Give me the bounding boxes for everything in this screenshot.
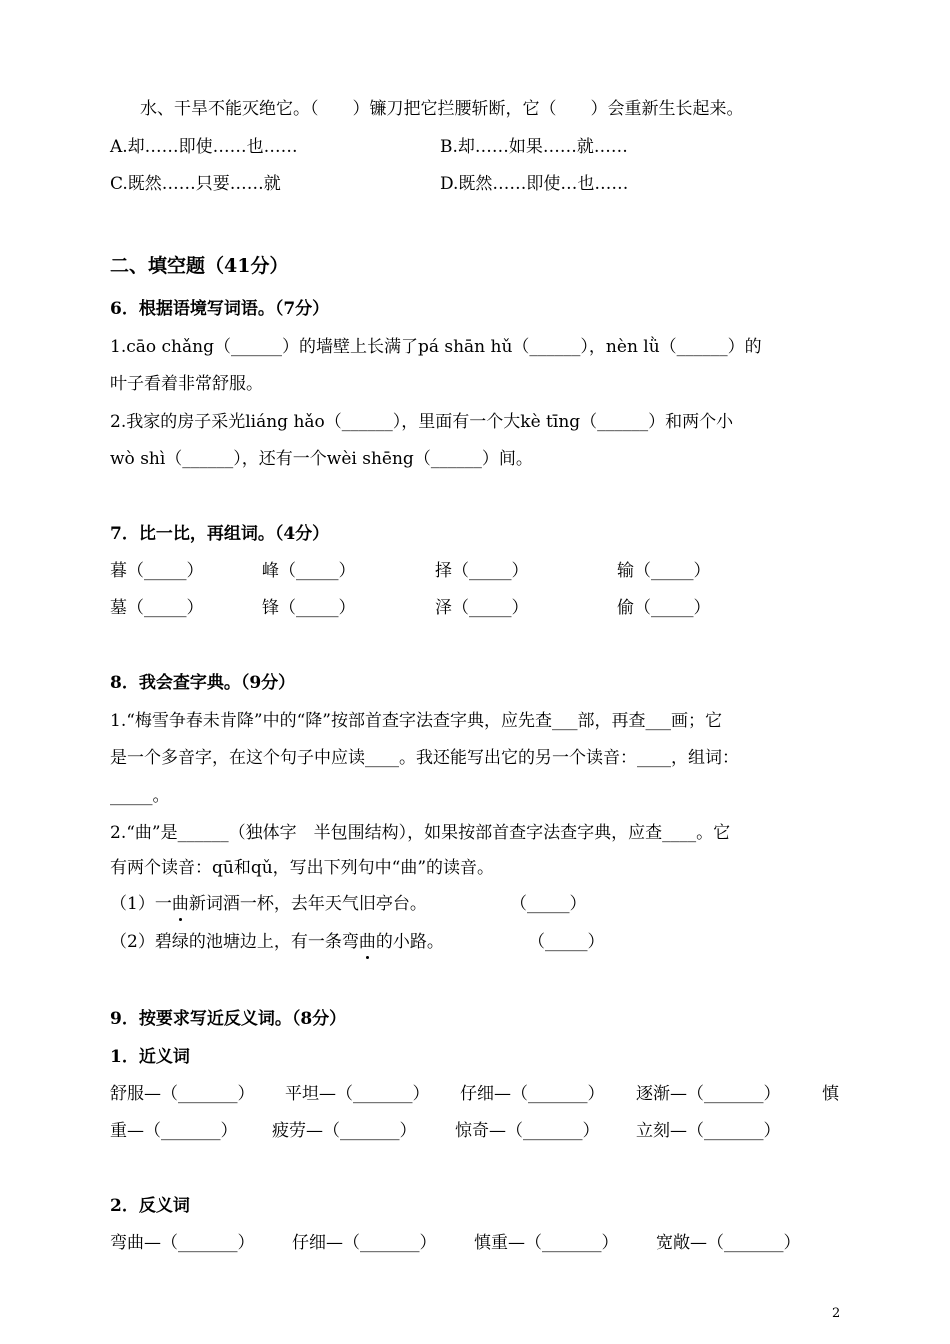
q7-item: 锋（_____） (262, 598, 356, 618)
q6-line-2: 叶子看着非常舒服。 (110, 374, 263, 394)
q5-option-d: D.既然……即使…也…… (440, 174, 629, 194)
q8-s2-answer-blank: （_____） (528, 932, 605, 952)
q7-item: 偷（_____） (617, 598, 711, 618)
page-number: 2 (832, 1306, 841, 1321)
q7-item: 择（_____） (435, 561, 529, 581)
q9-antonyms-heading: 2．反义词 (110, 1196, 190, 1216)
q7-item: 输（_____） (617, 561, 711, 581)
q8-s2-suffix: 的小路。 (375, 932, 444, 952)
q8-s1-dotted-char: 曲 (171, 894, 189, 914)
q5-stem-tail: 水、干旱不能灭绝它。（ ）镰刀把它拦腰斩断，它（ ）会重新生长起来。 (140, 99, 744, 119)
q6-line-4: wò shì（______），还有一个wèi shēng（______）间。 (110, 449, 533, 469)
q7-title: 7．比一比，再组词。（4分） (110, 524, 330, 544)
q7-item: 泽（_____） (435, 598, 529, 618)
q9-synonym-item-wrap: 慎 (822, 1084, 839, 1104)
q9-synonym-item: 逐渐—（_______） (636, 1084, 781, 1104)
q8-sentence-1 (110, 893, 427, 915)
q5-option-a: A.却……即使……也…… (110, 137, 298, 157)
q9-synonym-item: 舒服—（_______） (110, 1084, 255, 1104)
q8-s2-prefix: （2）碧绿的池塘边上，有一条弯 (110, 932, 359, 952)
q8-title: 8．我会查字典。（9分） (110, 673, 296, 693)
q9-synonym-item: 平坦—（_______） (285, 1084, 430, 1104)
q9-synonym-item: 疲劳—（_______） (272, 1121, 417, 1141)
q6-title: 6．根据语境写词语。（7分） (110, 299, 330, 319)
q8-s1-answer-blank: （_____） (510, 894, 587, 914)
q8-line-4: 2.“曲”是______（独体字 半包围结构），如果按部首查字法查字典，应查____。它 (110, 823, 731, 843)
q8-line-3: _____。 (110, 786, 170, 806)
q7-item: 墓（_____） (110, 598, 204, 618)
q8-line-5: 有两个读音：qū和qǔ，写出下列句中“曲”的读音。 (110, 858, 495, 878)
q8-line-1: 1.“梅雪争春未肯降”中的“降”按部首查字法查字典，应先查___部，再查___画；它 (110, 711, 722, 731)
q9-antonym-item: 仔细—（_______） (292, 1233, 437, 1253)
q9-antonym-item: 弯曲—（_______） (110, 1233, 255, 1253)
q8-s2-dotted-char: 曲 (358, 932, 376, 952)
q9-antonym-item: 宽敞—（_______） (656, 1233, 801, 1253)
q9-synonym-item: 立刻—（_______） (636, 1121, 781, 1141)
q8-s1-suffix: 新词酒一杯，去年天气旧亭台。 (188, 894, 427, 914)
q9-title: 9．按要求写近反义词。（8分） (110, 1009, 347, 1029)
q6-line-3: 2.我家的房子采光liáng hǎo（______），里面有一个大kè tīng（______）和两个小 (110, 412, 734, 432)
q9-antonym-item: 慎重—（_______） (474, 1233, 619, 1253)
q5-option-c: C.既然……只要……就 (110, 174, 281, 194)
q8-line-2: 是一个多音字，在这个句子中应读____。我还能写出它的另一个读音：____，组词： (110, 748, 739, 768)
q8-sentence-2 (110, 931, 444, 953)
q7-item: 峰（_____） (262, 561, 356, 581)
q5-option-b: B.却……如果……就…… (440, 137, 628, 157)
q9-synonym-item: 重—（_______） (110, 1121, 238, 1141)
section-title: 二、填空题（41分） (110, 255, 289, 277)
q7-item: 暮（_____） (110, 561, 204, 581)
q6-line-1: 1.cāo chǎng（______）的墙壁上长满了pá shān hǔ（______），nèn lǜ（______）的 (110, 337, 762, 357)
q8-s1-prefix: （1）一 (110, 894, 172, 914)
q9-synonym-item: 惊奇—（_______） (455, 1121, 600, 1141)
q9-synonyms-heading: 1．近义词 (110, 1047, 190, 1067)
q9-synonym-item: 仔细—（_______） (460, 1084, 605, 1104)
